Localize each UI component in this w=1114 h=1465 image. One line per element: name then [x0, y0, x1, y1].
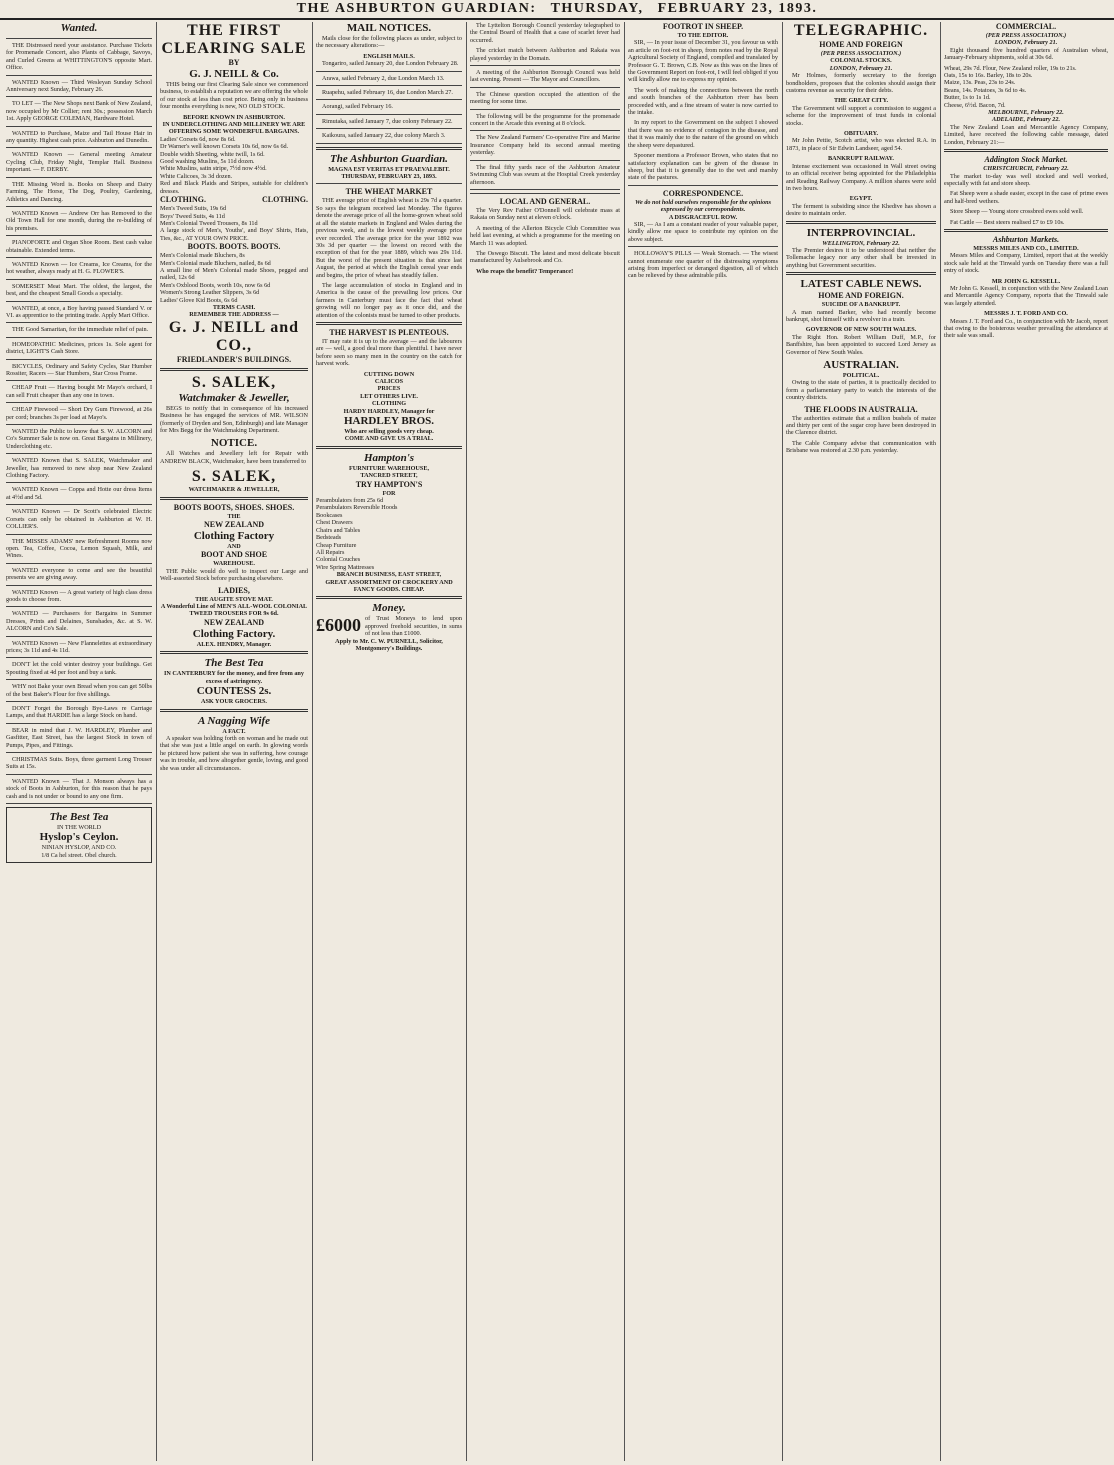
wheat-title: THE WHEAT MARKET [345, 187, 433, 197]
boots-item: Men's Colonial made Bluchers, nailed, 8s 6d [160, 259, 271, 267]
masthead-date: FEBRUARY 23, 1893. [657, 1, 818, 16]
commercial-item: Maize, 13s. Peas, 23s to 24s. [944, 79, 1016, 87]
newspaper-page [6, 22, 1108, 1461]
news-item: The cricket match between Ashburton and Rakaia was played yesterday in the Domain. [470, 47, 620, 62]
wanted-ad: WANTED the Public to know that S. W. ALCORN and Co's Summer Sale is now on. Great Bargains in Millinery, Underclothing etc. [6, 428, 152, 450]
latest-cable: LATEST CABLE NEWS. [800, 278, 922, 291]
hampton-item: Chairs and Tables [316, 526, 361, 534]
sale-item: Double width Sheeting, white twill, 1s 6d. [160, 150, 265, 158]
column-mails-editorial [316, 22, 462, 1461]
auguste: THE AUGITE STOVE MAT. [195, 595, 273, 603]
oswego: The Oswego Biscuit. The latest and most delicate biscuit manufactured by Aulsebrook and Co. [470, 249, 620, 265]
hampton-sub: FURNITURE WAREHOUSE, [349, 464, 429, 472]
salek-title: S. SALEK, [191, 373, 277, 391]
sale-item: Ladies' Corsets 6d, now 8s 6d. [160, 135, 236, 143]
boots-item: Men's Oxblood Boots, worth 10s, now 6s 6d [160, 281, 271, 289]
footrot-text3: In my report to the Government on the subject I showed that there was no evidence of contagion in the disease, and that it was mainly due to the nature of the ground on which the sheep were depastured. [628, 119, 778, 149]
masthead-day: THURSDAY, [550, 1, 644, 16]
commercial-item: Cheese, 6½d. Bacon, 7d. [944, 101, 1006, 109]
wanted-ad: CHEAP Firewood — Short Dry Gum Firewood, at 26s per cord; branches 3s per load at Mayo's. [6, 406, 152, 421]
hampton-item: Chest Drawers [316, 519, 353, 527]
nz-the: THE [227, 512, 241, 520]
news-list [470, 47, 620, 190]
clothing-item: Men's Tweed Suits, 19s 6d [160, 205, 227, 213]
ladies: LADIES, [218, 585, 250, 595]
salek2-trade: WATCHMAKER & JEWELLER, [188, 486, 280, 494]
sale-items [160, 136, 308, 195]
firm-big: G. J. NEILL and CO., [168, 318, 300, 354]
harvest-text: IT may rate it is up to the average — and the labourers are — well, a good deal more than plentiful. I have never before seen so many men in the country on the catch for harvest work. [316, 337, 462, 368]
holloway: HOLLOWAY'S PILLS — Weak Stomach. — The wisest cannot enumerate one quarter of the distressing symptoms arising from imperfect or deranged digestion, all of which can be relieved by these admirable pills. [628, 250, 778, 280]
fat-cattle: Fat Cattle — Best steers realised £7 to £9 10s. [950, 218, 1065, 226]
clothing-left: CLOTHING. [160, 195, 207, 205]
boots-item: A small line of Men's Colonial made Shoes, pegged and nailed, 12s 6d [160, 266, 308, 282]
boots-item: Women's Strong Leather Slippers, 3s 6d [160, 289, 260, 297]
governor: GOVERNOR OF NEW SOUTH WALES. [805, 326, 917, 334]
wanted-ad: THE Good Samaritan, for the immediate relief of pain. [12, 326, 149, 334]
wanted-ad: DON'T Forget the Borough Bye-Laws re Carriage Lamps, and that HARDIE has a large Stock on hand. [6, 705, 152, 720]
suicide-text: A man named Barker, who had recently become bankrupt, shot himself with a revolver in a train. [786, 308, 936, 323]
egypt: EGYPT. [849, 195, 873, 203]
latest-home: HOME AND FOREIGN. [818, 291, 904, 301]
commercial-london-date: LONDON, February 21. [994, 39, 1058, 47]
notice-text: All Watches and Jewellery left for Repair with ANDREW BLACK, Watchmaker, have been transferred to [160, 450, 308, 465]
column-telegraphic [786, 22, 936, 1461]
money-text: of Trust Moneys to lend upon approved freehold securities, in sums of not less than £1000. [365, 615, 462, 638]
hampton-item: Wire Spring Mattresses [316, 563, 375, 571]
boots-item: Men's Colonial made Bluchers, 8s [160, 252, 245, 260]
wanted-ad: WANTED Known — Andrew Orr has Removed to the Old Town Hall for one month, during the re-building of his premises. [6, 209, 152, 232]
wanted-ad: WANTED Known — Coppa and Hotte our dress Items at 4½d and 5d. [6, 486, 152, 501]
money-title: Money. [372, 602, 406, 615]
mail-list [316, 60, 462, 143]
footrot-text2: The work of making the connections between the north and south branches of the Ashburton river has been proceeded with, and a fine stream of water is now carried to the intake. [628, 86, 778, 117]
mail-item: Tongariro, sailed January 20, due London February 28. [322, 60, 459, 68]
obituary: OBITUARY. [843, 130, 879, 138]
wanted-ad: WANTED Known — A great variety of high class dress goods to choose from. [6, 588, 152, 603]
hampton-title: Hampton's [363, 451, 415, 464]
wanted-ad: HOMEOPATHIC Medicines, prices 1s. Sole agent for district, LIGHT'S Cash Store. [6, 340, 152, 356]
news-item: The New Zealand Farmers' Co-operative Fire and Marine Insurance Company held its second annual meeting yesterday. [470, 134, 620, 157]
grocer: ASK YOUR GROCERS. [201, 698, 267, 706]
home-foreign: HOME AND FOREIGN [819, 40, 903, 49]
wanted-ad: WANTED Known — Third Wesleyan Sunday School Anniversary next Sunday, February 26. [6, 78, 152, 94]
firm-place: FRIEDLANDER'S BUILDINGS. [176, 354, 292, 364]
column-wanted [6, 22, 152, 1461]
millinery-heading: IN UNDERCLOTHING AND MILLINERY WE ARE OFFERING SOME WONDERFUL BARGAINS. [162, 121, 306, 136]
cutting-down: CUTTING DOWN [363, 370, 415, 378]
wanted-ad: WANTED Known — That J. Monson always has a stock of Boots in Ashburton, for this reason that he pays cash and is not under or bound to any one firm. [6, 777, 152, 800]
governor-text: The Right Hon. Robert William Duff, M.P., for Banffshire, has been appointed to succeed Lord Jersey as Governor of New South Wales. [786, 333, 936, 356]
mail-item: Rimutaka, sailed January 7, due colony February 22. [322, 117, 453, 125]
wanted-ad: WANTED — Purchasers for Bargains in Summer Dresses, Prints and Delaines, Sunshades, &c. at S. W. ALCORN and Co's Sale. [6, 610, 152, 633]
addington-date: CHRISTCHURCH, February 22. [983, 165, 1069, 173]
local-title: LOCAL AND GENERAL. [499, 196, 591, 206]
best-tea: The Best Tea [204, 657, 264, 670]
wanted-ad: THE Distressed need your assistance. Purchase Tickets for Promenade Concert, also Plants of Cabbage, Savoys, and Curled Greens at WHITTINGTON'S opposite Mart. Office. [6, 42, 152, 72]
sale-item: Dr Warner's well known Corsets 10s 6d, now 6s 6d. [160, 143, 289, 151]
mails-title: MAIL NOTICES. [346, 22, 432, 34]
nz-boot: BOOT AND SHOE [200, 550, 268, 560]
wanted-ad: WANTED Known — General meeting Amateur Cycling Club, Friday Night, Templar Hall. Business important. — F. DERBY. [6, 151, 152, 174]
telegraphic-title: TELEGRAPHIC. [793, 22, 929, 39]
addington-text: The market to-day was well stocked and well worked, especially with fat and store sheep. [944, 172, 1108, 187]
sale-intro: THIS being our first Clearing Sale since we commenced business, to establish a reputation we are offering the whole of our stock at less than cost price. Being only in business four months everything is new, NO OLD STOCK. [160, 81, 308, 111]
remember: REMEMBER THE ADDRESS — [189, 311, 279, 319]
hampton-items [316, 497, 462, 571]
sale-heading: BEFORE KNOWN IN ASHBURTON. [183, 113, 285, 121]
tea-title: The Best Tea [49, 811, 109, 824]
store-sheep: Store Sheep — Young store crossbred ewes sold well. [950, 208, 1084, 216]
sale-firm: G. J. NEILL & Co. [189, 68, 279, 80]
mail-item: Arawa, sailed February 2, due London March 13. [322, 74, 445, 82]
news-item: A meeting of the Ashburton Borough Council was held last evening. Present — The Mayor and Councillors. [470, 69, 620, 84]
footrot-text: SIR, — In your issue of December 31, you favour us with an article on foot-rot in sheep, from notes read by the Royal Agricultural Society of England, compiled and translated by Professor G. T. Brown, C.B. Now as this was on the lines of the Government Report on foot-rot, I will feel obliged if you will kindly allow me to express my opinion. [628, 39, 778, 84]
mail-item: Kaikoura, sailed January 22, due colony March 3. [322, 132, 446, 140]
floods-more: The Cable Company advise that communication with Brisbane was restored at 2.30 p.m. yesterday. [786, 439, 936, 455]
wheat-text: THE average price of English wheat is 29s 7d a quarter. So says the telegram received last Monday. The figures denote the average price of all the home-grown wheat sold at all the statute markets in England and Wales during the previous week, and is the lowest weekly average price ever recorded. The average price for the year 1892 was 30s 3d per quarter — the lowest on record with the exception of that for the year 1889, which was 29s 11d. But the worst of the present situation is that since last August, the period at which the English cereal year ends and begins, the price of wheat has steadily fallen. [316, 197, 462, 279]
reese-text: Mr John G. Kessell, in conjunction with the New Zealand Loan and Mercantile Agency Company, reports that the Tinwald sale was largely attended. [944, 284, 1108, 307]
countess: COUNTESS 2s. [196, 685, 272, 698]
news-intro: The Lyttelton Borough Council yesterday telegraphed to the Central Board of Health that a case of scarlet fever had occurred. [470, 22, 620, 44]
footrot-to: TO THE EDITOR. [677, 32, 729, 39]
wanted-header: Wanted. [60, 22, 98, 34]
news-item: The Chinese question occupied the attention of the meeting for some time. [470, 90, 620, 106]
stocks-text: Mr Holmes, formerly secretary to the foreign bondholders, proposes that the colonies should assign their customs revenue as security for their debts. [786, 72, 936, 95]
wanted-ad: WHY not Bake your own Bread when you can get 50lbs of the best Baker's Flour for five shillings. [6, 683, 152, 698]
hyslop-tea-ad [6, 807, 152, 863]
ashburton-markets: Ashburton Markets. [992, 234, 1060, 244]
ford-title: MESSRS J. T. FORD AND CO. [984, 310, 1068, 318]
sale-item: White Calicoes, 3s 3d dozen. [160, 172, 233, 180]
clothing-suits: CLOTHING [371, 400, 407, 408]
sale-item: Good washing Muslins, 5s 11d dozen. [160, 158, 255, 166]
disgraceful-title: A DISGRACEFUL ROW. [668, 213, 738, 221]
nagging-title: A Nagging Wife [197, 714, 271, 727]
harvest-title: THE HARVEST IS PLENTEOUS. [329, 327, 449, 337]
wanted-ad: BICYCLES, Ordinary and Safety Cycles, Star Humber Rossiter, Racers — Star Humbers, Star Cross Frame. [6, 362, 152, 377]
wanted-ads [6, 42, 152, 804]
salek2: S. SALEK, [191, 468, 277, 486]
wanted-ad: THE MISSES ADAMS' new Refreshment Rooms now open. Tea, Coffee, Cocoa, Lemon Squash, Milk, and Wines. [6, 537, 152, 560]
nagging-text: A speaker was holding forth on woman and he made out that she was just a little angel on earth. In glowing words he pictured how patient she was in suffering, how courage was in trouble, and how altogether gentle, loving, and good she was under all circumstances. [160, 734, 308, 772]
prices: PRICES [377, 385, 401, 393]
nz2-mgr: ALEX. HENDRY, Manager. [196, 640, 272, 648]
calicos: CALICOS [374, 378, 404, 385]
boots-items [160, 252, 308, 304]
sale-title: THE FIRST CLEARING SALE [161, 22, 307, 57]
boots-item: Ladies' Glove Kid Boots, 6s 6d [160, 296, 238, 304]
disgraceful-text: SIR, — As I am a constant reader of your valuable paper, kindly allow me space to contribute my opinion on the above subject. [628, 220, 778, 243]
clothing-item: Men's Colonial Tweed Trousers, 8s 11d [160, 219, 258, 227]
nz-warehouse: WAREHOUSE. [213, 560, 255, 568]
wanted-ad: WANTED everyone to come and see the beautiful presents we are giving away. [6, 566, 152, 582]
salek-text: BEGS to notify that in consequence of his increased Business he has engaged the services of MR. WILSON (formerly of Dryden and Son, Edinburgh) and late Manager for Mrs Begg for the Watchmaking Department. [160, 404, 308, 434]
commercial-text: Eight thousand five hundred quarters of Australian wheat, January-February shipments, sold at 30s 6d. [944, 46, 1108, 62]
commercial-per-press: (PER PRESS ASSOCIATION.) [985, 32, 1067, 39]
correspondence-title: CORRESPONDENCE. [662, 188, 744, 198]
wanted-ad: PIANOFORTE and Organ Shoe Room. Best cash value obtainable. Extended terms. [6, 239, 152, 254]
nz-and: AND [227, 543, 241, 551]
clothing-item: Boys' Tweed Suits, 4s 11d [160, 212, 225, 220]
commercial-item: Wheat, 29s 7d. Flour, New Zealand roller, 19s to 21s. [944, 64, 1077, 72]
wanted-ad: WANTED Known — Ice Creams, Ice Creams, for the hot weather, always ready at H. G. FLOWER'S. [6, 260, 152, 276]
mail-item: Aorangi, sailed February 16. [322, 103, 393, 111]
wanted-ad: WANTED Known that S. SALEK, Watchmaker and Jeweller, has removed to new shop near New Zealand Clothing Factory. [6, 457, 152, 480]
wanted-ad: CHRISTMAS Suits. Boys, three garment Long Trouser Suits at 15s. [6, 756, 152, 771]
hardley-signature: HARDY HARDLEY, Manager for [343, 407, 435, 415]
news-item: The final fifty yards race of the Ashburton Amateur Swimming Club was swum at the Hospital Creek yesterday afternoon. [470, 163, 620, 186]
mails-intro: Mails close for the following places as under, subject to the necessary alterations:— [316, 35, 462, 50]
quick-word: Who reaps the benefit? Temperance! [476, 267, 574, 275]
london-date: LONDON, February 21. [829, 64, 893, 72]
matson-text: Messrs Miles and Company, Limited, report that at the weekly stock sale held at the Tinwald yards on Tuesday there was a full entry of stock. [944, 252, 1108, 275]
news-item: The following will be the programme for the promenade concert in the Arcade this evening at 8 o'clock. [470, 112, 620, 128]
hampton-item: Cheap Furniture [316, 541, 357, 549]
tea-price: 1/8 Ca hel street. Obel church. [41, 851, 117, 859]
per-press: (PER PRESS ASSOCIATION.) [820, 50, 902, 57]
hampton-item: Colonial Couches [316, 556, 361, 564]
local-more: A meeting of the Allerton Bicycle Club Committee was held last evening, at which a programme for the meeting on March 11 was adopted. [470, 224, 620, 247]
local-text: The Very Rev Father O'Donnell will celebrate mass at Rakaia on Sunday next at eleven o'clock. [470, 206, 620, 222]
reese-title: MR JOHN G. KESSELL. [991, 277, 1061, 285]
matson: MESSRS MILES AND CO., LIMITED. [973, 244, 1079, 252]
nz-text: THE Public would do well to inspect our Large and Well-assorted Stock before purchasing elsewhere. [160, 567, 308, 583]
wanted-ad: SOMERSET Meat Mart. The oldest, the largest, the best, and the cheapest Small Goods a specialty. [6, 282, 152, 298]
hampton-for: FOR [382, 489, 396, 497]
commercial-items [944, 65, 1108, 109]
let-others: LET OTHERS LIVE. [360, 392, 418, 400]
bankrupt-text: Intense excitement was occasioned in Wall street owing to an official receiver being appointed for the Philadelphia and Reading Railway Company. A million shares were sold in two hours. [786, 162, 936, 192]
boots-ad-title: BOOTS BOOTS, SHOES. SHOES. [173, 502, 295, 512]
hampton-item: Perambulators Reversible Hoods [316, 504, 398, 512]
tea-sub: IN THE WORLD [56, 824, 102, 832]
hardley-footer: COME AND GIVE US A TRIAL. [344, 435, 434, 443]
egypt-text: The ferment is subsiding since the Khedive has shown a desire to maintain order. [786, 202, 936, 218]
ford-text: Messrs J. T. Ford and Co., in conjunction with Mr Jacob, report that owing to the boisterous weather prevailing the attendance at their sale was small. [944, 317, 1108, 340]
floods-text: The authorities estimate that a million bushels of maize and thirty per cent of the sugar crop have been destroyed in the Clarence district. [786, 414, 936, 437]
hampton-item: Perambulators from 25s 6d [316, 497, 384, 505]
hampton-item: Bookcases [316, 511, 343, 519]
tea-agent: NINIAN HYSLOP, AND CO. [41, 844, 117, 852]
nz-title: NEW ZEALAND [203, 520, 265, 530]
column-advertisements [160, 22, 308, 1461]
hampton-try: TRY HAMPTON'S [355, 479, 423, 489]
wanted-ad: THE Missing Word is. Books on Sheep and Dairy Farming, The Horse, The Dog, Poultry, Gardening, Athletics and Dancing. [6, 180, 152, 203]
money-applicant: Apply to Mr. C. W. PURNELL, Solicitor, Montgomery's Buildings. [335, 637, 443, 652]
nagging-fact: A FACT. [222, 727, 246, 735]
political: POLITICAL. [842, 372, 880, 379]
boots-heading: BOOTS. BOOTS. BOOTS. [187, 242, 281, 252]
guardian-title: The Ashburton Guardian. [330, 152, 448, 165]
bankrupt-railway: BANKRUPT RAILWAY. [828, 155, 894, 163]
english-mails: ENGLISH MAILS. [363, 52, 415, 60]
best-tea-sub: IN CANTERBURY for the money, and free from any excess of astringency. [164, 670, 304, 685]
addington-title: Addington Stock Market. [984, 155, 1068, 165]
hampton-item: Bedsteads [316, 534, 342, 542]
clothing-item: A large stock of Men's, Youths', and Boys' Shirts, Hats, Ties, &c., AT YOUR OWN PRICE. [160, 227, 308, 242]
footrot-title: FOOTROT IN SHEEP. [662, 22, 744, 31]
column-footrot [628, 22, 778, 1461]
hampton-branch: BRANCH BUSINESS, EAST STREET, [336, 571, 442, 579]
wanted-ad: TO LET — The New Shops next Bank of New Zealand, now occupied by Mr Collier; rent 30s.; possession March 1st. Apply GEORGE COLEMAN, Hardware Hotel. [6, 100, 152, 123]
motto: MAGNA EST VERITAS ET PRAEVALEBIT. [328, 165, 450, 173]
spooner-text: Spooner mentions a Professor Brown, who states that no satisfactory explanation can be given of the disease in sheep, but that it is generally due to the wet and marshy state of the pastures. [628, 152, 778, 182]
interprovincial-date: WELLINGTON, February 22. [822, 239, 900, 247]
obituary-text: Mr John Pettie, Scotch artist, who was elected R.A. in 1873, in place of Sir Edwin Landseer, aged 54. [786, 137, 936, 152]
great-city-text: The Government will support a commission to suggest a scheme for the improvement of trust funds in colonial stocks. [786, 104, 936, 127]
clothing-items [160, 205, 308, 242]
wanted-ad: WANTED, at once, a Boy having passed Standard V. or VI. as apprentice to the printing trade. Apply Mart Office. [6, 304, 152, 319]
clothing-right: CLOTHING. [261, 195, 308, 205]
great-city: THE GREAT CITY. [833, 97, 889, 105]
salek-trade: Watchmaker & Jeweller, [178, 391, 290, 404]
political-text: Owing to the state of parties, it is practically decided to form a parliamentary party to watch the interests of the country districts. [786, 379, 936, 402]
money-amount: £6000 [316, 615, 361, 636]
adelaide: ADELAIDE, February 22. [991, 116, 1061, 124]
hampton-assortment: GREAT ASSORTMENT OF CROCKERY AND FANCY GOODS. CHEAP. [325, 578, 453, 593]
mail-item: Ruapehu, sailed February 16, due London March 27. [322, 89, 453, 97]
melbourne: MELBOURNE, February 22. [988, 109, 1064, 117]
terms: TERMS CASH. [212, 303, 256, 311]
hardley-who: Who are selling goods very cheap. [344, 428, 434, 436]
column-news [470, 22, 620, 1461]
hampton-street: TANCRED STREET, [360, 472, 418, 480]
wanted-ad: CHEAP Fruit — Having bought Mr Mayo's orchard, I can sell Fruit cheaper than any one in town. [6, 384, 152, 399]
commercial-item: Beans, 14s. Potatoes, 3s 6d to 4s. [944, 86, 1027, 94]
nz-loan: The New Zealand Loan and Mercantile Agency Company, Limited, have received the following cable message, dated London, February 21:— [944, 123, 1108, 146]
tea-brand: Hyslop's Ceylon. [39, 831, 119, 844]
nz2: NEW ZEALAND [203, 617, 265, 627]
hardley-bros: HARDLEY BROS. [343, 415, 435, 428]
australian: AUSTRALIAN. [823, 359, 899, 371]
wanted-ad: DON'T let the cold winter destroy your buildings. Get Spouting fixed at 4d per foot and buy a tank. [6, 661, 152, 676]
nz2-factory: Clothing Factory. [192, 627, 276, 640]
wanted-ad: BEAR in mind that J. W. HARDLEY, Plumber and Gasfitter, East Street, has the largest Stock in town of Pumps, Pipes, and Fittings. [6, 726, 152, 749]
commercial-item: Oats, 15s to 16s. Barley, 18s to 20s. [944, 72, 1033, 80]
notice-title: NOTICE. [210, 437, 258, 450]
commercial-title: COMMERCIAL. [995, 22, 1057, 31]
masthead-paper: THE ASHBURTON GUARDIAN: [296, 1, 537, 16]
sale-item: White Muslins, satin stripe, 7½d now 4½d. [160, 165, 267, 173]
wonderful: A Wonderful Line of MEN'S ALL-WOOL COLONIAL TWEED TROUSERS FOR 9s 6d. [160, 603, 308, 618]
interprovincial-text: The Premier desires it to be understood that neither the Tollemache legacy nor any other shall be invested in anything but Government securities. [786, 246, 936, 269]
wanted-ad: WANTED Known — New Flannelettes at extraordinary prices; 3s 11d and 4s 11d. [6, 639, 152, 654]
floods: THE FLOODS IN AUSTRALIA. [804, 404, 918, 414]
wheat-text2: The large accumulation of stocks in England and in America is the cause of the prevailing low prices. Our farmers in Canterbury must face the fact that wheat growing will no longer pay as it once did, and the attention of the colonists must be turned to other products. [316, 281, 462, 319]
sale-by: BY [228, 58, 240, 67]
wanted-ad: WANTED to Purchase, Maize and Tail House Hair in any quantity. Highest cash price. Ashburton and Dunedin. [6, 129, 152, 145]
issue-date: THURSDAY, FEBRUARY 23, 1893. [341, 173, 437, 181]
colonial-stocks: COLONIAL STOCKS. [830, 57, 892, 65]
fat-sheep: Fat Sheep were a shade easier, except in the case of prime ewes and half-bred wethers. [944, 190, 1108, 205]
column-commercial [944, 22, 1108, 1461]
masthead [0, 0, 1114, 20]
hampton-item: All Repairs [316, 548, 345, 556]
suicide: SUICIDE OF A BANKRUPT. [821, 301, 901, 309]
nz-factory: Clothing Factory [193, 530, 275, 543]
sale-item: Red and Black Plaids and Stripes, suitable for children's dresses. [160, 180, 308, 195]
interprovincial: INTERPROVINCIAL. [806, 226, 916, 239]
commercial-item: Butter, 1s to 1s 1d. [944, 94, 991, 102]
correspondence-sub: We do not hold ourselves responsible for the opinions expressed by our correspondents. [634, 198, 772, 214]
wanted-ad: WANTED Known — Dr Scott's celebrated Electric Corsets can only be obtained in Ashburton at W. H. COLLIER'S. [6, 508, 152, 531]
